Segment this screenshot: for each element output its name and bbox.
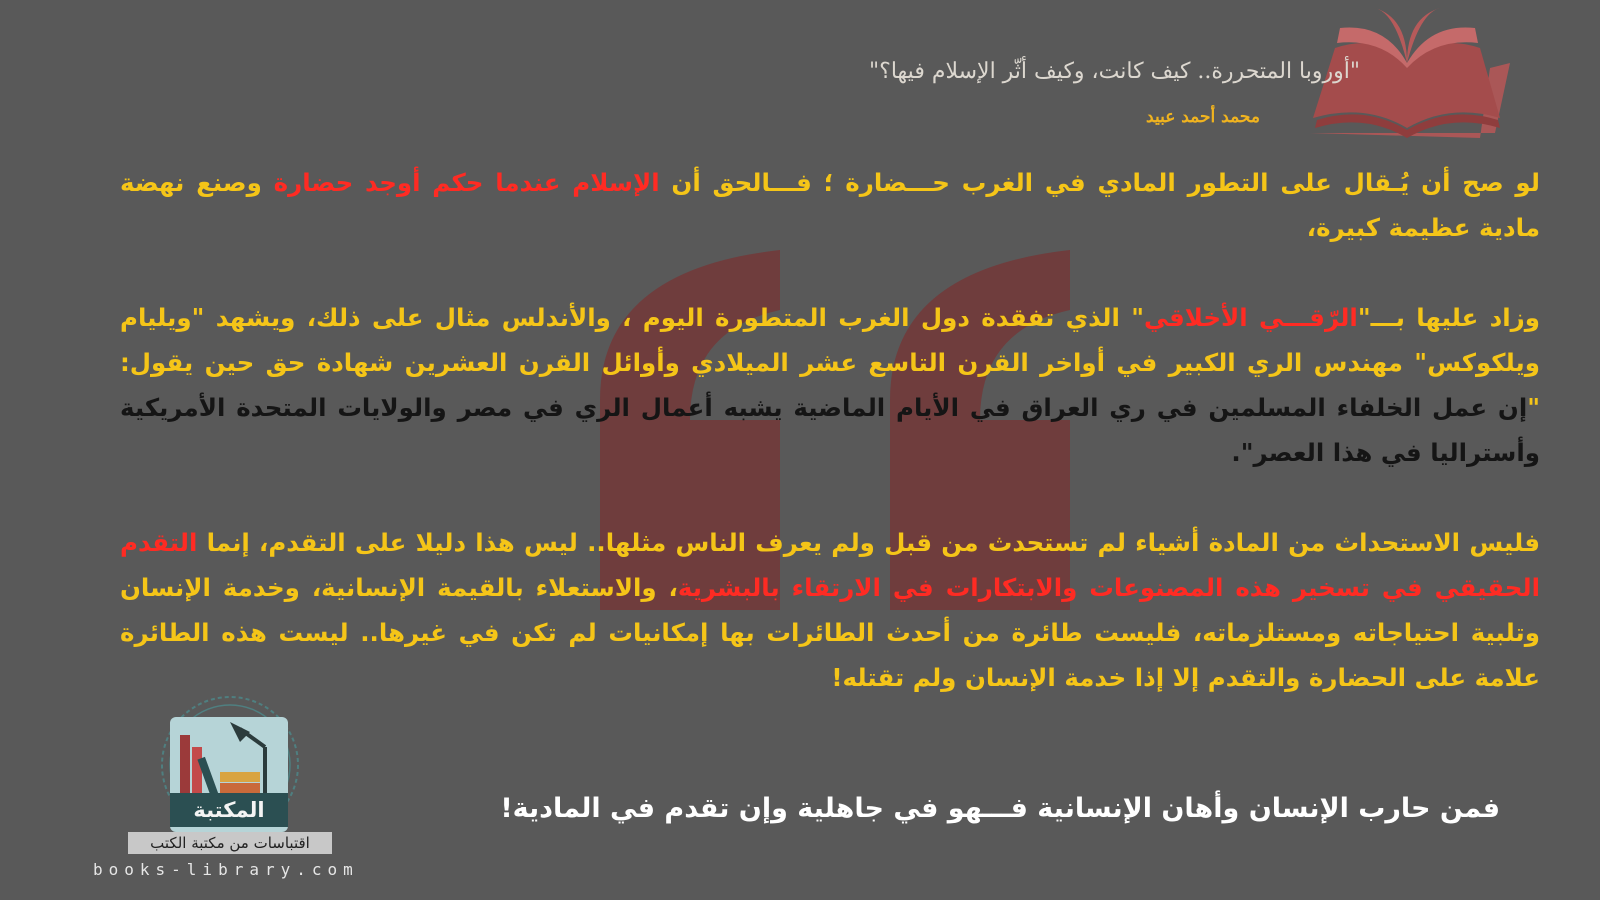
text-segment: فليس الاستحداث من المادة أشياء لم تستحدث من قبل ولم يعرف الناس مثلها.. ليس هذا دليلا على التقدم، إنما [197, 528, 1540, 557]
library-name: المكتبة [170, 793, 288, 827]
quote-body [120, 160, 1540, 745]
highlight-red: الإسلام عندما حكم أوجد حضارة [273, 168, 660, 197]
site-url[interactable]: books-library.com [93, 860, 359, 879]
text-segment: وصنع نهضة مادية عظيمة كبيرة، [120, 168, 1540, 242]
text-segment: ، والاستعلاء بالقيمة الإنسانية، وخدمة الإنسان وتلبية احتياجاته ومستلزماته، فليست طائرة من أحدث الطائرات بها إمكانيات لم تكن في غيرها.. ليست هذه الطائرة علامة على الحضارة والتقدم إلا إذا خدمة الإنسان ولم تقتله! [120, 573, 1540, 692]
highlight-red: الرّقـــي الأخلاقي [1143, 303, 1358, 332]
quote-paragraph-1 [120, 160, 1540, 250]
text-segment: لو صح أن يُـقال على التطور المادي في الغرب حـــضارة ؛ فـــالحق أن [659, 168, 1540, 197]
quote-paragraph-2 [120, 295, 1540, 475]
closing-line: فمن حارب الإنسان وأهان الإنسانية فـــهو في جاهلية وإن تقدم في المادية! [500, 793, 1500, 824]
book-author: محمد أحمد عبيد [1146, 107, 1260, 127]
text-segment: وزاد عليها بـــ" [1357, 303, 1540, 332]
text-segment: " الذي تفقدة دول الغرب المتطورة اليوم ، والأندلس مثال على ذلك، ويشهد "ويليام ويلكوكس" مهندس الري الكبير في أواخر القرن التاسع عشر الميلادي وأوائل القرن العشرين شهادة حق حين يقول: " [120, 303, 1540, 422]
quote-paragraph-3 [120, 520, 1540, 700]
library-caption: اقتباسات من مكتبة الكتب [128, 832, 332, 854]
book-title: "أوروبا المتحررة.. كيف كانت، وكيف أثّر الإسلام فيها؟" [869, 59, 1360, 84]
library-logo [128, 705, 338, 875]
highlight-red: التقدم الحقيقي في تسخير هذه المصنوعات والابتكارات في الارتقاء بالبشرية [120, 528, 1540, 602]
highlight-black: إن عمل الخلفاء المسلمين في ري العراق في الأيام الماضية يشبه أعمال الري في مصر والولايات المتحدة الأمريكية وأستراليا في هذا العصر". [120, 393, 1540, 467]
